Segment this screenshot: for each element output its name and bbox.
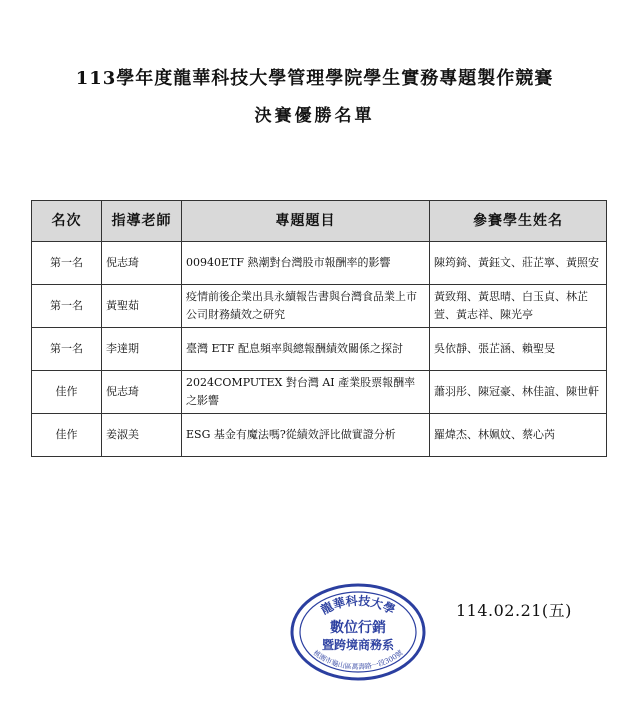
students-cell: 蕭羽彤、陳冠豪、林佳誼、陳世軒 xyxy=(430,371,607,414)
rank-cell: 第一名 xyxy=(32,285,102,328)
column-header-students: 參賽學生姓名 xyxy=(430,201,607,242)
advisor-cell: 倪志琦 xyxy=(102,242,182,285)
rank-cell: 佳作 xyxy=(32,414,102,457)
topic-cell: 疫情前後企業出具永續報告書與台灣食品業上市公司財務績效之研究 xyxy=(182,285,430,328)
students-cell: 吳依靜、張芷涵、賴聖旻 xyxy=(430,328,607,371)
document-subtitle: 決賽優勝名單 xyxy=(254,106,375,126)
table-row xyxy=(32,242,607,285)
students-cell: 陳筠錡、黃鈺文、莊芷寧、黃照安 xyxy=(430,242,607,285)
results-table xyxy=(31,200,607,457)
topic-cell: ESG 基金有魔法嗎?從績效評比做實證分析 xyxy=(182,414,430,457)
advisor-cell: 姜淑美 xyxy=(102,414,182,457)
students-cell: 羅煒杰、林姵妏、蔡心芮 xyxy=(430,414,607,457)
table-row xyxy=(32,285,607,328)
column-header-topic: 專題題目 xyxy=(182,201,430,242)
document-title: 113學年度龍華科技大學管理學院學生實務專題製作競賽 xyxy=(75,68,554,89)
rank-cell: 第一名 xyxy=(32,242,102,285)
department-seal xyxy=(288,582,428,682)
advisor-cell: 倪志琦 xyxy=(102,371,182,414)
table-header-row xyxy=(32,201,607,242)
table-row xyxy=(32,371,607,414)
column-header-rank: 名次 xyxy=(32,201,102,242)
column-header-advisor: 指導老師 xyxy=(102,201,182,242)
seal-middle-text-2: 暨跨境商務系 xyxy=(321,638,395,652)
topic-cell: 臺灣 ETF 配息頻率與總報酬績效關係之探討 xyxy=(182,328,430,371)
seal-middle-text: 數位行銷 xyxy=(330,620,386,636)
seal-top-text: 龍華科技大學 xyxy=(318,593,398,618)
advisor-cell: 李達期 xyxy=(102,328,182,371)
table-row xyxy=(32,414,607,457)
rank-cell: 佳作 xyxy=(32,371,102,414)
advisor-cell: 黃聖茹 xyxy=(102,285,182,328)
document-date: 114.02.21(五) xyxy=(456,601,572,620)
table-row xyxy=(32,328,607,371)
topic-cell: 2024COMPUTEX 對台灣 AI 產業股票報酬率之影響 xyxy=(182,371,430,414)
students-cell: 黃致翔、黃思晴、白玉貞、林芷萱、黃志祥、陳光亭 xyxy=(430,285,607,328)
topic-cell: 00940ETF 熱潮對台灣股市報酬率的影響 xyxy=(182,242,430,285)
rank-cell: 第一名 xyxy=(32,328,102,371)
seal-bottom-text: 桃園市龜山區萬壽路一段300號 xyxy=(311,648,405,672)
